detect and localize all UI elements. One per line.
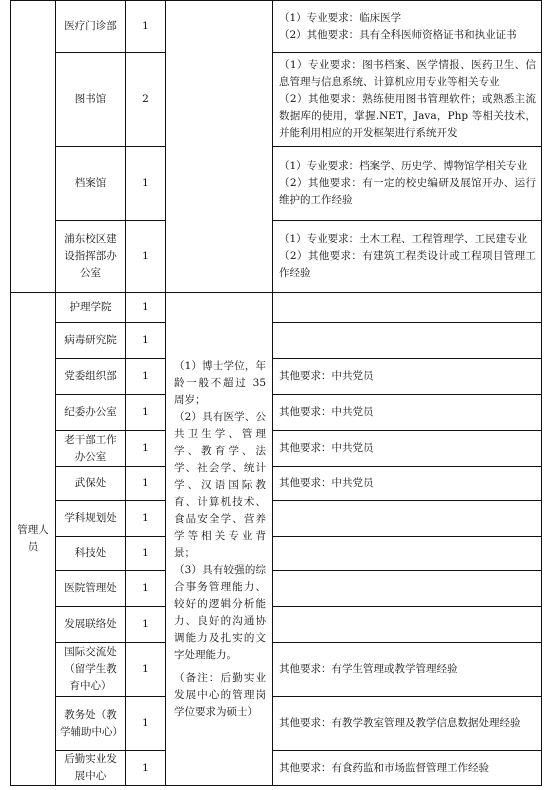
table-row [11, 537, 542, 571]
count-cell: 1 [126, 293, 166, 323]
unit-cell: 档案馆 [56, 147, 126, 221]
requirement-line: （2）其他要求：熟练使用图书管理软件；或熟悉主流数据库的使用，掌握.NET，Java，Php 等相关技术，并能利用相应的开发框架进行系统开发 [279, 93, 536, 139]
table-row [11, 431, 542, 467]
unit-cell: 武保处 [56, 467, 126, 501]
requirement-cell: 其他要求：有食药监和市场监督管理工作经验 [273, 751, 542, 786]
count-cell: 1 [126, 643, 166, 697]
unit-cell: 后勤实业发展中心 [56, 751, 126, 786]
unit-cell: 发展联络处 [56, 607, 126, 643]
category-cell-continued [11, 1, 56, 293]
count-cell: 2 [126, 53, 166, 147]
requirement-cell: 其他要求：中共党员 [273, 395, 542, 431]
category-cell: 管理人员 [11, 293, 56, 786]
count-cell: 1 [126, 395, 166, 431]
unit-cell: 国际交流处（留学生教育中心） [56, 643, 126, 697]
count-cell: 1 [126, 537, 166, 571]
requirement-cell: 其他要求：有学生管理或教学管理经验 [273, 643, 542, 697]
unit-cell: 医院管理处 [56, 571, 126, 607]
table-row [11, 751, 542, 786]
unit-cell: 病毒研究院 [56, 323, 126, 359]
requirement-cell [273, 147, 542, 221]
table-row [11, 467, 542, 501]
shared-requirement-line: （1）博士学位，年龄一般不超过 35 周岁； [174, 359, 266, 406]
table-row [11, 359, 542, 395]
requirement-line: （1）专业要求：档案学、历史学、博物馆学相关专业 [279, 160, 528, 172]
shared-requirement-note: （备注：后勤实业发展中心的管理岗学位要求为硕士） [174, 671, 266, 718]
unit-cell: 党委组织部 [56, 359, 126, 395]
count-cell: 1 [126, 431, 166, 467]
unit-cell: 老干部工作办公室 [56, 431, 126, 467]
table-row [11, 571, 542, 607]
requirement-cell [273, 53, 542, 147]
unit-cell: 图书馆 [56, 53, 126, 147]
count-cell: 1 [126, 697, 166, 751]
requirement-line: （1）专业要求：临床医学 [279, 11, 402, 24]
requirement-line: （2）其他要求：有建筑工程类设计或工程项目管理工作经验 [279, 250, 536, 279]
count-cell: 1 [126, 323, 166, 359]
shared-requirement-line: （3）具有较强的综合事务管理能力、较好的逻辑分析能力、良好的沟通协调能力及扎实的文字处理能力。 [174, 563, 266, 661]
requirement-cell: 其他要求：有教学教室管理及教学信息数据处理经验 [273, 697, 542, 751]
count-cell: 1 [126, 467, 166, 501]
unit-cell: 浦东校区建设指挥部办公室 [56, 221, 126, 293]
count-cell: 1 [126, 607, 166, 643]
count-cell: 1 [126, 1, 166, 53]
requirement-cell: 其他要求：中共党员 [273, 359, 542, 395]
table-row [11, 53, 542, 147]
count-cell: 1 [126, 571, 166, 607]
requirement-cell [273, 537, 542, 571]
requirement-cell [273, 1, 542, 53]
requirement-cell: 其他要求：中共党员 [273, 431, 542, 467]
table-row [11, 323, 542, 359]
unit-cell: 纪委办公室 [56, 395, 126, 431]
table-row [11, 395, 542, 431]
unit-cell: 护理学院 [56, 293, 126, 323]
recruitment-table-page [10, 0, 542, 786]
count-cell: 1 [126, 359, 166, 395]
table-row [11, 607, 542, 643]
table-row [11, 643, 542, 697]
requirement-line: （2）其他要求：有一定的校史编研及展馆开办、运行维护的工作经验 [279, 177, 536, 206]
recruitment-table [10, 0, 542, 786]
shared-requirement-cell-continued [166, 1, 273, 293]
table-row [11, 501, 542, 537]
requirement-cell [273, 571, 542, 607]
table-row [11, 1, 542, 53]
unit-cell: 医疗门诊部 [56, 1, 126, 53]
table-row [11, 221, 542, 293]
requirement-cell [273, 607, 542, 643]
requirement-line: （1）专业要求：图书档案、医学情报、医药卫生、信息管理与信息系统、计算机应用专业等相关专业 [279, 59, 536, 88]
count-cell: 1 [126, 221, 166, 293]
count-cell: 1 [126, 147, 166, 221]
table-row [11, 147, 542, 221]
requirement-cell [273, 323, 542, 359]
count-cell: 1 [126, 751, 166, 786]
unit-cell: 学科规划处 [56, 501, 126, 537]
requirement-cell [273, 221, 542, 293]
unit-cell: 教务处（教学辅助中心） [56, 697, 126, 751]
table-row [11, 697, 542, 751]
requirement-cell: 其他要求：中共党员 [273, 467, 542, 501]
requirement-cell [273, 501, 542, 537]
shared-requirement-cell [166, 293, 273, 786]
requirement-line: （1）专业要求：土木工程、工程管理学、工民建专业 [279, 233, 528, 245]
unit-cell: 科技处 [56, 537, 126, 571]
requirement-line: （2）其他要求：具有全科医师资格证书和执业证书 [279, 28, 517, 41]
requirement-cell [273, 293, 542, 323]
count-cell: 1 [126, 501, 166, 537]
table-row [11, 293, 542, 323]
shared-requirement-line: （2）具有医学、公共卫生学、管理学、教育学、法学、社会学、统计学、汉语国际教育、计算机技术、食品安全学、营养学等相关专业背景； [174, 410, 266, 559]
